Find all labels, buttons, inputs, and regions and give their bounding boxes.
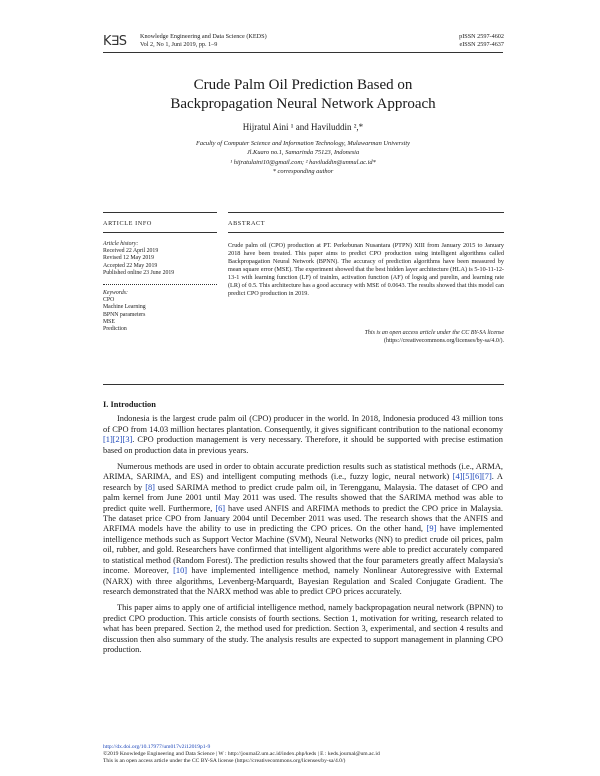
issn-block (459, 33, 504, 48)
citation-link[interactable]: [8] (145, 482, 155, 492)
text-run: . CPO production management is very necessary. Therefore, it should be supported with precise estimation based on production data in previous years. (103, 435, 503, 455)
citation-link[interactable]: [1][2][3] (103, 435, 133, 445)
affiliation (103, 140, 503, 176)
revised-date: Revised 12 May 2019 (103, 255, 155, 262)
keywords (103, 290, 217, 333)
license-line-1: This is an open access article under the CC BY-SA license (364, 330, 504, 336)
citation-link[interactable]: [9] (426, 524, 437, 534)
text-run: have implemented intelligence methods such as Support Vector Machine (SVM), Neural Networks (NN) to predict crude oil prices, palm oil, rubber, and gold. Researchers have confirmed that intelligent algorithms were able to predict accurately compared to statistical method (Random Forest). The prediction results showed that the four parameters greatly affect Malaysia's income. Moreover, (103, 524, 503, 576)
journal-name: Knowledge Engineering and Data Science (KEDS) (140, 33, 267, 40)
author-emails: ¹ hijratulaini10@gmail.com; ² haviluddin@unmul.ac.id* (230, 159, 376, 167)
abstract-bottom-line (103, 384, 504, 385)
text-run: Numerous methods are used in order to obtain accurate prediction results such as statistical methods (i.e., ARMA, ARIMA, SARIMA, and ES) and intelligent computing methods (i.e., fuzzy logic, neural network) (103, 462, 503, 482)
abstract-top-line (228, 212, 504, 213)
text-run: used SARIMA method to predict crude palm oil, in Terengganu, Malaysia. The dataset of CPO and palm kernel from June 2001 until May 2011 was used. The results showed that the SARIMA method was able to predict quite well. Furthermore, (103, 482, 503, 513)
license-line-2: (https://creativecommons.org/licenses/by-sa/4.0/). (383, 338, 504, 344)
citation-link[interactable]: [6] (215, 503, 226, 513)
intro-paragraph-3: This paper aims to apply one of artificial intelligence method, namely backpropagation neural network (BPNN) to predict CPO production. This article consists of fourth sections. Section 1, motivation for writing, research related to what has been prepared. Section 2, the method used for prediction. Section 3, experimental, and section 4 results and discussion then also summary of the study. The analysis results are expected to support management in planning CPO production. (103, 603, 503, 654)
pissn: pISSN 2597-4602 (459, 33, 504, 40)
keywords-divider (103, 284, 217, 285)
intro-paragraph-2 (103, 462, 503, 597)
introduction-section (103, 400, 503, 661)
accepted-date: Accepted 22 May 2019 (103, 262, 158, 269)
affiliation-line-1: Faculty of Computer Science and Information Technology, Mulawarman University (196, 140, 410, 147)
doi-link[interactable]: http://dx.doi.org/10.17977/um017v2i12019p1-9 (103, 744, 211, 750)
authors: Hijratul Aini ¹ and Haviluddin ²,* (242, 122, 364, 132)
info-top-line (103, 212, 217, 213)
keyword-item: Machine Learning (103, 304, 146, 311)
text-run: have implemented intelligence method, namely Nonlinear Autoregressive with External (NARX) with three algorithms, Levenberg-Marquardt, Bayesian Regulation and Scaled Conjugate Gradient. The research demonstrated that the NARX method was able to predict CPO prices accurately. (103, 566, 503, 596)
header-divider (103, 52, 503, 53)
keywords-label: Keywords: (103, 290, 128, 296)
text-run: . A research by (103, 472, 503, 492)
footer-copyright: ©2019 Knowledge Engineering and Data Science | W : http://journal2.um.ac.id/index.php/keds | E : keds.journal@um.ac.id (103, 751, 380, 757)
citation-link[interactable]: [4][5][6][7] (452, 472, 492, 482)
affiliation-line-2: Jl.Kuaro no.1, Samarinda 75123, Indonesia (246, 148, 360, 156)
abstract-license (228, 329, 504, 345)
abstract-heading: ABSTRACT (228, 220, 266, 227)
history-label: Article history: (103, 241, 139, 247)
journal-header (140, 33, 267, 48)
abstract-mid-line (228, 232, 504, 233)
page-footer (103, 744, 503, 765)
received-date: Received 22 April 2019 (103, 248, 159, 255)
eissn: eISSN 2597-4637 (459, 40, 504, 48)
paper-title (103, 76, 503, 114)
abstract-text: Crude palm oil (CPO) production at PT. Perkebunan Nusantara (PTPN) XIII from January 2015 to January 2018 have been treated. This paper aims to predict CPO production using intelligent algorithms called Backpropagation Neural Network (BPNN). The accuracy of prediction algorithms have been measured by mean square error (MSE). The experiment showed that the best hidden layer architecture (HLA) is 5-10-11-12-13-1 with learning function (LF) of trainlm, activation function (AF) of logsig and purelin, and learning rate (LR) of 0.5. This architecture has a good accuracy with MSE of 0.0643. The results showed that this model can predict CPO production in 2019. (228, 242, 504, 297)
intro-paragraph-1 (103, 414, 503, 456)
corresponding-note: * corresponding author (272, 167, 334, 175)
article-history (103, 241, 217, 277)
keyword-item: MSE (103, 318, 115, 325)
footer-license: This is an open access article under the CC BY-SA license (https://creativecommons.org/licenses/by-sa/4.0/) (103, 758, 346, 764)
title-line-2: Backpropagation Neural Network Approach (170, 96, 436, 112)
text-run: Indonesia is the largest crude palm oil (CPO) producer in the world. In 2018, Indonesia produced 43 million tons of CPO from 14.03 million hectares plantation. Consequently, it gives significant contribution to the national economy (103, 414, 503, 434)
article-info-heading: ARTICLE INFO (103, 220, 152, 227)
citation-link[interactable]: [10] (173, 566, 188, 576)
keyword-item: BPNN parameters (103, 311, 146, 318)
title-line-1: Crude Palm Oil Prediction Based on (193, 77, 413, 93)
info-mid-line (103, 232, 217, 233)
keyword-item: CPO (103, 297, 115, 304)
journal-volume: Vol 2, No 1, Juni 2019, pp. 1–9 (140, 40, 218, 48)
section-title: I. Introduction (103, 400, 156, 409)
text-run: have used ANFIS and ARFIMA methods to predict the CPO price in Malaysia. The dataset price CPO from January 2004 until December 2011 was used. The research shows that the ANFIS and ARFIMA models have the ability to use in predicting the CPO prices. On the other hand, (103, 503, 503, 534)
journal-logo (103, 32, 125, 48)
published-date: Published online 23 June 2019 (103, 269, 175, 276)
journal-logo-text: K∃S (103, 34, 127, 49)
keyword-item: Prediction (103, 326, 127, 333)
